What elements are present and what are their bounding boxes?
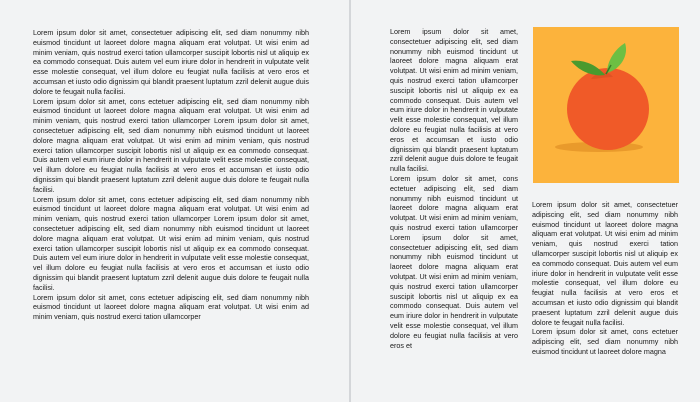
fruit-body: [567, 68, 649, 150]
leaf-left: [571, 61, 605, 76]
paragraph: Lorem ipsum dolor sit amet, cons ectetuer adipiscing elit, sed diam nonummy nibh euismod tincidunt ut laoreet dolore magna aliquam erat volutpat. Ut wisi enim ad minim veniam, quis nostrud exerci tation ullamcorper Lorem ipsum dolor sit amet, consectetuer adipiscing elit, sed diam nonummy nibh euismod tincidunt ut laoreet dolore magna aliquam erat volutpat. Ut wisi enim ad minim veniam, quis nostrud exerci tation ullamcorper suscipit lobortis nisl ut aliquip ex ea commodo consequat. Duis autem vel eum iriure dolor in hendrerit in vulputate velit esse molestie consequat, vel illum dolore eu feugiat nulla facilisis at vero eros et: [390, 173, 518, 350]
left-page: [0, 0, 349, 402]
paragraph: Lorem ipsum dolor sit amet, cons ectetuer adipiscing elit, sed diam nonummy nibh euismod tincidunt ut laoreet dolore magna aliquam erat volutpat. Ut wisi enim ad minim veniam, quis nostrud exerci tation ullamcorper Lorem ipsum dolor sit amet, consectetuer adipiscing elit, sed diam nonummy nibh euismod tincidunt ut laoreet dolore magna aliquam erat volutpat. Ut wisi enim ad minim veniam, quis nostrud exerci tation ullamcorper suscipit lobortis nisl ut aliquip ex ea commodo consequat. Duis autem vel eum iriure dolor in hendrerit in vulputate velit esse molestie consequat, vel illum dolore eu feugiat nulla facilisis at vero eros et accumsan et iusto odio dignissim qui blandit praesent luptatum zzril delenit augue duis dolore te feugait nulla facilisi.: [33, 194, 309, 292]
paragraph: Lorem ipsum dolor sit amet, consectetuer adipiscing elit, sed diam nonummy nibh euismod tincidunt ut laoreet dolore magna aliquam erat volutpat. Ut wisi enim ad minim veniam, quis nostrud exerci tation ullamcorper suscipit lobortis nisl ut aliquip ex ea commodo consequat. Duis autem vel eum iriure dolor in hendrerit in vulputate velit esse molestie consequat, vel illum dolore eu feugiat nulla facilisis at vero eros et accumsan et iusto odio dignissim qui blandit praesent luptatum zzril delenit augue duis dolore te feugait nulla facilisi.: [532, 200, 678, 327]
paragraph: Lorem ipsum dolor sit amet, cons ectetuer adipiscing elit, sed diam nonummy nibh euismod tincidunt ut laoreet dolore magna aliquam erat volutpat. Ut wisi enim ad minim veniam, quis nostrud exerci tation ullamcorper Lorem ipsum dolor sit amet, consectetuer adipiscing elit, sed diam nonummy nibh euismod tincidunt ut laoreet dolore magna aliquam erat volutpat. Ut wisi enim ad minim veniam, quis nostrud exerci tation ullamcorper suscipit lobortis nisl ut aliquip ex ea commodo consequat. Duis autem vel eum iriure dolor in hendrerit in vulputate velit esse molestie consequat, vel illum dolore eu feugiat nulla facilisis at vero eros et accumsan et iusto odio dignissim qui blandit praesent luptatum zzril delenit augue duis dolore te feugait nulla facilisi.: [33, 96, 309, 194]
right-page-column-b: [532, 200, 678, 357]
orange-illustration: [533, 27, 679, 183]
orange-fruit-icon: [533, 27, 679, 183]
left-page-text: [33, 28, 309, 322]
paragraph: Lorem ipsum dolor sit amet, cons ectetuer adipiscing elit, sed diam nonummy nibh euismod tincidunt ut laoreet dolore magna: [532, 327, 678, 356]
paragraph: Lorem ipsum dolor sit amet, consectetuer adipiscing elit, sed diam nonummy nibh euismod tincidunt ut laoreet dolore magna aliquam erat volutpat. Ut wisi enim ad minim veniam, quis nostrud exerci tation ullamcorper suscipit lobortis nisl ut aliquip ex ea commodo consequat. Duis autem vel eum iriure dolor in hendrerit in vulputate velit esse molestie consequat, vel illum dolore eu feugiat nulla facilisis at vero eros et accumsan et iusto odio dignissim qui blandit praesent luptatum zzril delenit augue duis dolore te feugait nulla facilisi.: [33, 28, 309, 96]
paragraph: Lorem ipsum dolor sit amet, cons ectetuer adipiscing elit, sed diam nonummy nibh euismod tincidunt ut laoreet dolore magna aliquam erat volutpat. Ut wisi enim ad minim veniam, quis nostrud exerci tation ullamcorper: [33, 292, 309, 322]
paragraph: Lorem ipsum dolor sit amet, consectetuer adipiscing elit, sed diam nonummy nibh euismod tincidunt ut laoreet dolore magna aliquam erat volutpat. Ut wisi enim ad minim veniam, quis nostrud exerci tation ullamcorper suscipit lobortis nisl ut aliquip ex ea commodo consequat. Duis autem vel eum iriure dolor in hendrerit in vulputate velit esse molestie consequat, vel illum dolore eu feugiat nulla facilisis at vero eros et accumsan et iusto odio dignissim qui blandit praesent luptatum zzril delenit augue duis dolore te feugait nulla facilisi.: [390, 27, 518, 174]
right-page-column-a: [390, 27, 518, 350]
